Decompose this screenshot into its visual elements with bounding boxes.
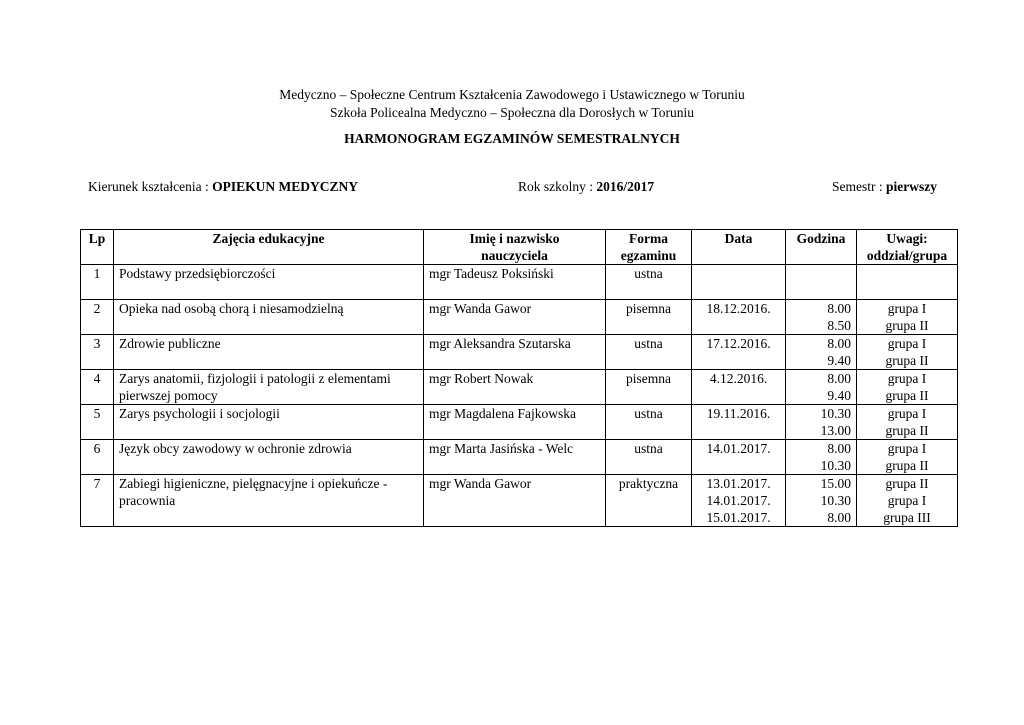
col-godzina: Godzina — [786, 230, 857, 265]
cell-nauczyciel — [424, 405, 606, 440]
col-nauczyciel — [424, 230, 606, 265]
godzina-value: 10.30 — [820, 406, 851, 421]
cell-data — [692, 265, 786, 300]
col-forma-line2: egzaminu — [620, 248, 677, 263]
table-row — [81, 405, 958, 440]
document-meta — [88, 179, 937, 197]
cell-godzina — [786, 440, 857, 475]
table-row — [81, 475, 958, 527]
cell-uwagi — [857, 335, 958, 370]
data-value: 15.01.2017. — [706, 510, 771, 525]
col-forma — [606, 230, 692, 265]
forma-value: ustna — [634, 266, 663, 281]
cell-forma — [606, 405, 692, 440]
zajecia-value: pracownia — [119, 493, 176, 508]
institution-name: Medyczno – Społeczne Centrum Kształcenia Zawodowego i Ustawicznego w Toruniu — [279, 87, 745, 102]
zajecia-value: Podstawy przedsiębiorczości — [119, 266, 276, 281]
nauczyciel-value: mgr Magdalena Fajkowska — [429, 406, 576, 421]
cell-uwagi — [857, 300, 958, 335]
lp-value: 4 — [93, 371, 101, 386]
uwagi-value: grupa II — [885, 353, 929, 368]
cell-data — [692, 300, 786, 335]
cell-forma — [606, 335, 692, 370]
lp-value: 3 — [93, 336, 101, 351]
cell-godzina — [786, 265, 857, 300]
kierunek-value: OPIEKUN MEDYCZNY — [212, 179, 358, 194]
cell-lp — [81, 405, 114, 440]
cell-lp — [81, 265, 114, 300]
kierunek-label: Kierunek kształcenia : — [88, 179, 213, 194]
godzina-value: 15.00 — [820, 476, 851, 491]
semestr-field — [832, 179, 937, 195]
godzina-value: 8.50 — [827, 318, 851, 333]
nauczyciel-value: mgr Aleksandra Szutarska — [429, 336, 571, 351]
uwagi-value: grupa I — [887, 371, 927, 386]
cell-godzina — [786, 405, 857, 440]
zajecia-value: pierwszej pomocy — [119, 388, 218, 403]
cell-nauczyciel — [424, 300, 606, 335]
semestr-value: pierwszy — [886, 179, 937, 194]
cell-data — [692, 475, 786, 527]
cell-forma — [606, 475, 692, 527]
table-header-row — [81, 230, 958, 265]
cell-uwagi — [857, 405, 958, 440]
cell-forma — [606, 370, 692, 405]
col-uwagi-line2: oddział/grupa — [866, 248, 948, 263]
godzina-value: 8.00 — [827, 510, 851, 525]
cell-lp — [81, 370, 114, 405]
godzina-value: 13.00 — [820, 423, 851, 438]
table-body — [81, 265, 958, 527]
zajecia-value: Zabiegi higieniczne, pielęgnacyjne i opiekuńcze - — [119, 476, 388, 491]
cell-zajecia — [114, 405, 424, 440]
exam-schedule-table — [80, 229, 958, 527]
table-row — [81, 265, 958, 300]
forma-value: pisemna — [626, 301, 671, 316]
cell-data — [692, 370, 786, 405]
cell-godzina — [786, 475, 857, 527]
cell-uwagi — [857, 475, 958, 527]
nauczyciel-value: mgr Marta Jasińska - Welc — [429, 441, 574, 456]
document-title: HARMONOGRAM EGZAMINÓW SEMESTRALNYCH — [344, 131, 680, 146]
lp-value: 2 — [93, 301, 101, 316]
nauczyciel-value: mgr Wanda Gawor — [429, 476, 532, 491]
table-row — [81, 335, 958, 370]
lp-value: 7 — [93, 476, 101, 491]
col-nauczyciel-line2: nauczyciela — [481, 248, 548, 263]
uwagi-value: grupa II — [885, 318, 929, 333]
cell-zajecia — [114, 440, 424, 475]
nauczyciel-value: mgr Robert Nowak — [429, 371, 534, 386]
godzina-value: 8.00 — [827, 441, 851, 456]
zajecia-value: Opieka nad osobą chorą i niesamodzielną — [119, 301, 344, 316]
rok-field — [518, 179, 654, 195]
data-value: 14.01.2017. — [706, 441, 771, 456]
col-lp: Lp — [81, 230, 114, 265]
godzina-value: 10.30 — [820, 493, 851, 508]
cell-uwagi — [857, 440, 958, 475]
cell-forma — [606, 300, 692, 335]
data-value: 4.12.2016. — [709, 371, 768, 386]
lp-value: 5 — [93, 406, 101, 421]
zajecia-value: Zarys anatomii, fizjologii i patologii z elementami — [119, 371, 391, 386]
cell-uwagi — [857, 265, 958, 300]
godzina-value: 9.40 — [827, 353, 851, 368]
uwagi-value: grupa II — [885, 388, 929, 403]
cell-data — [692, 405, 786, 440]
cell-nauczyciel — [424, 440, 606, 475]
uwagi-value: grupa II — [885, 476, 929, 491]
godzina-value: 9.40 — [827, 388, 851, 403]
school-name: Szkoła Policealna Medyczno – Społeczna dla Dorosłych w Toruniu — [330, 105, 694, 120]
uwagi-value: grupa I — [887, 441, 927, 456]
cell-lp — [81, 300, 114, 335]
godzina-value: 8.00 — [827, 371, 851, 386]
col-data: Data — [692, 230, 786, 265]
cell-zajecia — [114, 265, 424, 300]
cell-nauczyciel — [424, 335, 606, 370]
data-value: 14.01.2017. — [706, 493, 771, 508]
cell-lp — [81, 335, 114, 370]
uwagi-value: grupa II — [885, 423, 929, 438]
lp-value: 1 — [93, 266, 101, 281]
cell-nauczyciel — [424, 475, 606, 527]
uwagi-value: grupa I — [887, 406, 927, 421]
cell-data — [692, 440, 786, 475]
godzina-value: 8.00 — [827, 336, 851, 351]
rok-value: 2016/2017 — [596, 179, 655, 194]
cell-godzina — [786, 300, 857, 335]
uwagi-value: grupa II — [885, 458, 929, 473]
forma-value: ustna — [634, 441, 663, 456]
col-uwagi-line1: Uwagi: — [886, 231, 928, 246]
cell-zajecia — [114, 475, 424, 527]
col-forma-line1: Forma — [629, 231, 668, 246]
forma-value: pisemna — [626, 371, 671, 386]
table-row — [81, 300, 958, 335]
uwagi-value: grupa I — [887, 336, 927, 351]
cell-forma — [606, 265, 692, 300]
cell-zajecia — [114, 300, 424, 335]
col-zajecia: Zajęcia edukacyjne — [114, 230, 424, 265]
godzina-value: 8.00 — [827, 301, 851, 316]
cell-godzina — [786, 335, 857, 370]
uwagi-value: grupa I — [887, 493, 927, 508]
table-row — [81, 440, 958, 475]
cell-nauczyciel — [424, 370, 606, 405]
col-nauczyciel-line1: Imię i nazwisko — [469, 231, 560, 246]
table-row — [81, 370, 958, 405]
nauczyciel-value: mgr Tadeusz Poksiński — [429, 266, 554, 281]
forma-value: ustna — [634, 336, 663, 351]
cell-nauczyciel — [424, 265, 606, 300]
cell-zajecia — [114, 335, 424, 370]
forma-value: ustna — [634, 406, 663, 421]
document-header — [0, 86, 1024, 148]
cell-lp — [81, 475, 114, 527]
godzina-value: 10.30 — [820, 458, 851, 473]
semestr-label: Semestr : — [832, 179, 886, 194]
cell-forma — [606, 440, 692, 475]
zajecia-value: Język obcy zawodowy w ochronie zdrowia — [119, 441, 352, 456]
forma-value: praktyczna — [618, 476, 679, 491]
cell-godzina — [786, 370, 857, 405]
lp-value: 6 — [93, 441, 101, 456]
uwagi-value: grupa III — [883, 510, 931, 525]
col-uwagi — [857, 230, 958, 265]
cell-zajecia — [114, 370, 424, 405]
data-value: 13.01.2017. — [706, 476, 771, 491]
data-value: 18.12.2016. — [706, 301, 771, 316]
zajecia-value: Zarys psychologii i socjologii — [119, 406, 280, 421]
kierunek-field — [88, 179, 358, 195]
cell-data — [692, 335, 786, 370]
nauczyciel-value: mgr Wanda Gawor — [429, 301, 532, 316]
rok-label: Rok szkolny : — [518, 179, 597, 194]
uwagi-value: grupa I — [887, 301, 927, 316]
data-value: 17.12.2016. — [706, 336, 771, 351]
data-value: 19.11.2016. — [706, 406, 771, 421]
cell-lp — [81, 440, 114, 475]
zajecia-value: Zdrowie publiczne — [119, 336, 221, 351]
cell-uwagi — [857, 370, 958, 405]
